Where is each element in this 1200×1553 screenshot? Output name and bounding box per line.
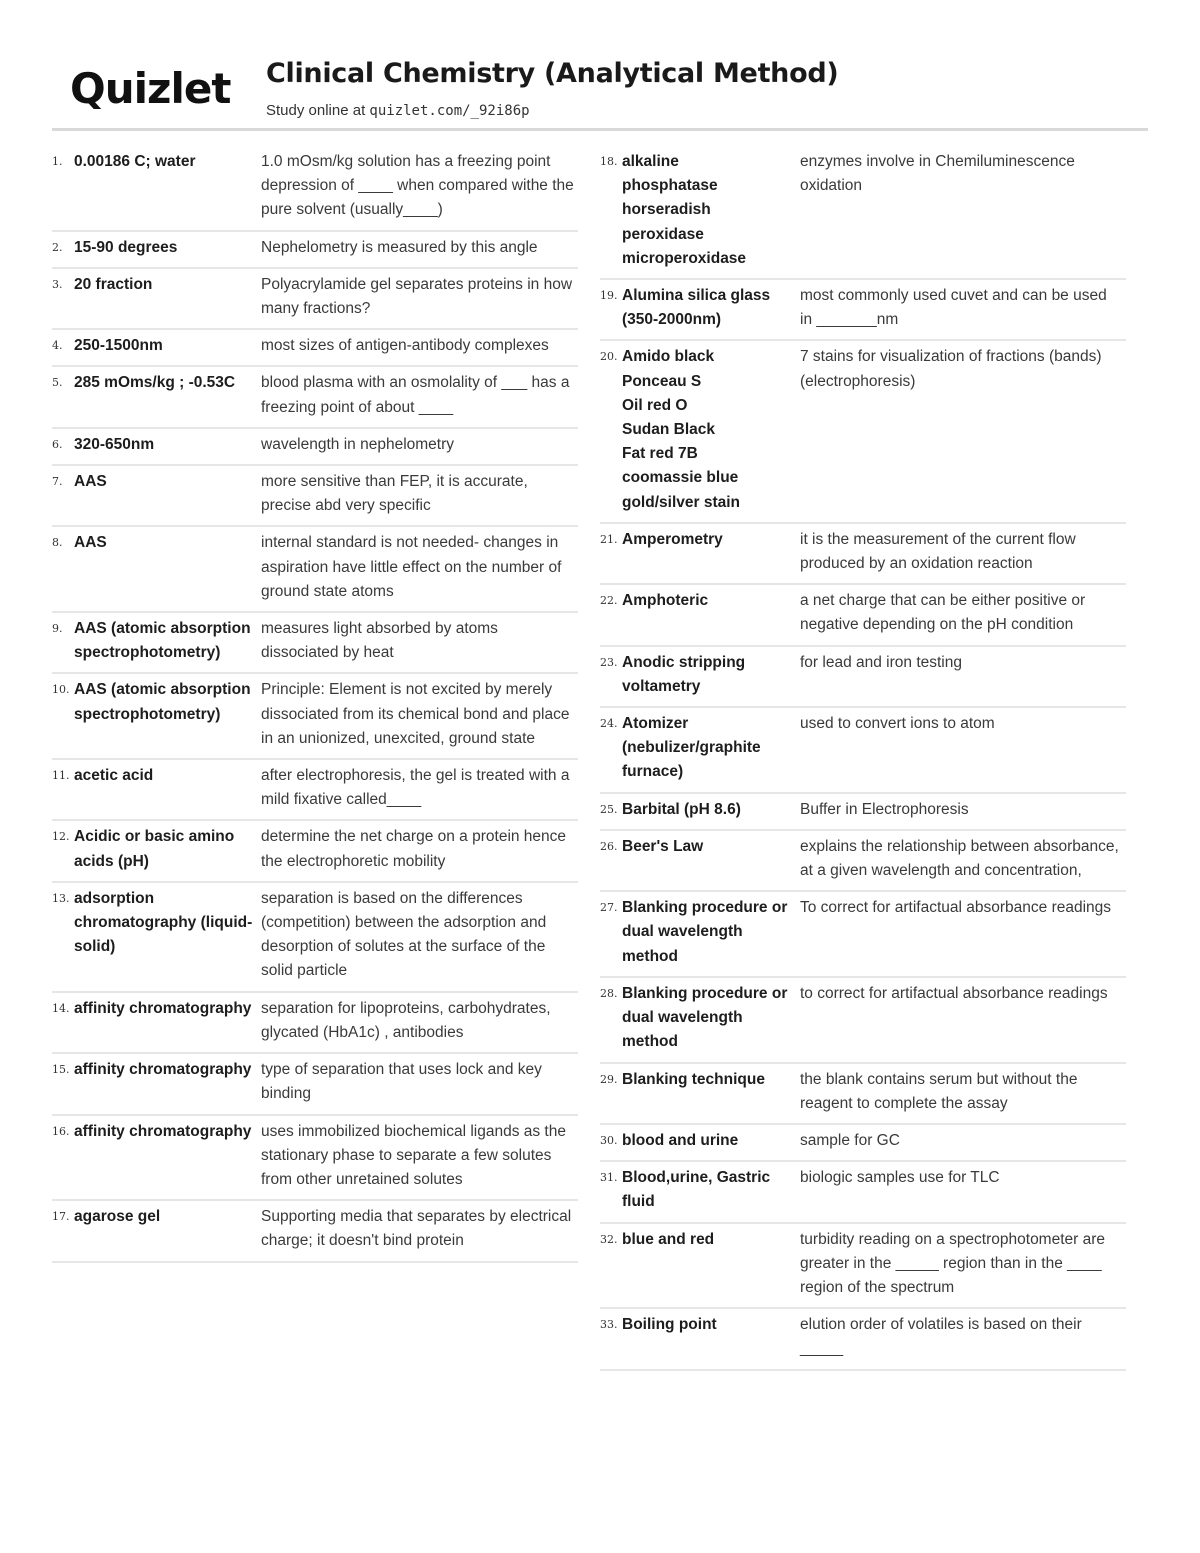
- term-row: [600, 831, 1126, 892]
- term-number: 15.: [52, 1063, 70, 1077]
- term-number: 18.: [600, 155, 618, 168]
- term-text: acetic acid: [74, 767, 154, 785]
- term-definition: internal standard is not needed- changes in aspiration have little effect on the number of ground state atoms: [261, 534, 562, 600]
- term-number: 3.: [52, 277, 63, 291]
- term-number: 33.: [600, 1318, 618, 1332]
- term-number: 21.: [600, 532, 618, 546]
- term-definition: more sensitive than FEP, it is accurate, precise abd very specific: [261, 473, 528, 515]
- term-definition: measures light absorbed by atoms dissociated by heat: [261, 620, 498, 662]
- term-text: Blood,urine, Gastric fluid: [622, 1169, 771, 1211]
- left-term-column: [52, 146, 578, 1263]
- term-definition: elution order of volatiles is based on their _____: [800, 1316, 1082, 1358]
- term-row: [600, 280, 1126, 341]
- term-text: AAS (atomic absorption spectrophotometry): [74, 620, 251, 662]
- term-row: [600, 794, 1126, 831]
- term-row: [52, 1116, 578, 1202]
- term-row: [600, 978, 1126, 1064]
- term-text: alkaline phosphatase horseradish peroxidase microperoxidase: [622, 153, 747, 267]
- term-text: Anodic stripping voltametry: [622, 653, 746, 695]
- term-row: [52, 146, 578, 232]
- term-definition: turbidity reading on a spectrophotometer are greater in the _____ region than in the ____ region of the spectrum: [800, 1230, 1106, 1296]
- term-number: 11.: [52, 769, 70, 783]
- term-row: [52, 330, 578, 367]
- term-text: Beer's Law: [622, 837, 704, 855]
- term-definition: most commonly used cuvet and can be used in _______nm: [800, 287, 1107, 329]
- term-text: Amido black Ponceau S Oil red O Sudan Black Fat red 7B coomassie blue gold/silver stain: [622, 348, 741, 511]
- term-text: agarose gel: [74, 1208, 161, 1226]
- term-row: [600, 524, 1126, 585]
- term-number: 10.: [52, 683, 70, 697]
- term-number: 5.: [52, 376, 63, 390]
- term-text: 0.00186 C; water: [74, 153, 196, 170]
- term-text: affinity chromatography: [74, 1122, 252, 1140]
- term-row: [52, 232, 578, 269]
- term-definition: 7 stains for visualization of fractions (bands) (electrophoresis): [800, 348, 1102, 390]
- study-online-line: [266, 102, 530, 119]
- term-text: affinity chromatography: [74, 1061, 252, 1079]
- term-text: Acidic or basic amino acids (pH): [74, 828, 235, 870]
- term-definition: separation is based on the differences (competition) between the adsorption and desorption of solutes at the surface of the solid particle: [261, 889, 547, 980]
- term-definition: to correct for artifactual absorbance readings: [800, 984, 1108, 1002]
- term-definition: determine the net charge on a protein hence the electrophoretic mobility: [261, 828, 567, 870]
- term-row: [52, 993, 578, 1054]
- term-number: 7.: [52, 475, 63, 489]
- right-term-column: [600, 146, 1126, 1371]
- term-text: 15-90 degrees: [74, 238, 178, 256]
- term-text: Blanking procedure or dual wavelength method: [622, 984, 788, 1051]
- term-row: [600, 1064, 1126, 1125]
- term-definition: a net charge that can be either positive or negative depending on the pH condition: [800, 592, 1086, 634]
- term-text: AAS (atomic absorption spectrophotometry): [74, 681, 251, 723]
- term-row: [600, 585, 1126, 646]
- term-definition: Polyacrylamide gel separates proteins in how many fractions?: [261, 275, 573, 318]
- term-number: 22.: [600, 594, 618, 608]
- term-row: [52, 367, 578, 428]
- term-definition: it is the measurement of the current flow produced by an oxidation reaction: [800, 530, 1076, 573]
- term-number: 19.: [600, 289, 618, 303]
- term-text: Barbital (pH 8.6): [622, 800, 741, 818]
- term-definition: uses immobilized biochemical ligands as the stationary phase to separate a few solutes from other unretained solutes: [261, 1122, 566, 1188]
- term-text: Blanking technique: [622, 1070, 765, 1088]
- term-definition: most sizes of antigen-antibody complexes: [261, 337, 549, 355]
- term-text: Blanking procedure or dual wavelength method: [622, 899, 788, 965]
- term-number: 28.: [600, 986, 618, 1000]
- term-text: blue and red: [622, 1230, 715, 1248]
- study-url-link[interactable]: quizlet.com/_92i86p: [369, 103, 530, 119]
- term-row: [600, 341, 1126, 523]
- term-text: adsorption chromatography (liquid-solid): [74, 889, 253, 956]
- term-text: AAS: [74, 473, 107, 491]
- term-definition: after electrophoresis, the gel is treated with a mild fixative called____: [261, 767, 570, 809]
- term-number: 24.: [600, 717, 618, 731]
- term-row: [600, 1162, 1126, 1223]
- term-definition: 1.0 mOsm/kg solution has a freezing point depression of ____ when compared withe the pure solvent (usually____): [261, 153, 574, 219]
- term-number: 4.: [52, 339, 63, 353]
- term-definition: sample for GC: [800, 1131, 900, 1149]
- term-row: [52, 821, 578, 882]
- term-number: 31.: [600, 1171, 618, 1185]
- term-text: Alumina silica glass (350-2000nm): [622, 287, 771, 329]
- term-number: 14.: [52, 1001, 70, 1015]
- term-definition: for lead and iron testing: [800, 653, 962, 671]
- header-divider: [52, 128, 1148, 131]
- term-number: 25.: [600, 802, 618, 816]
- term-row: [52, 1201, 578, 1262]
- term-row: [52, 466, 578, 527]
- term-number: 30.: [600, 1133, 618, 1147]
- term-text: affinity chromatography: [74, 999, 252, 1017]
- term-number: 27.: [600, 901, 618, 915]
- term-definition: the blank contains serum but without the reagent to complete the assay: [800, 1070, 1078, 1112]
- term-definition: wavelength in nephelometry: [261, 435, 455, 453]
- term-row: [52, 883, 578, 993]
- term-number: 9.: [52, 622, 63, 636]
- term-number: 29.: [600, 1072, 618, 1086]
- term-row: [600, 1125, 1126, 1162]
- term-number: 32.: [600, 1232, 618, 1246]
- term-definition: type of separation that uses lock and key binding: [261, 1061, 542, 1103]
- term-text: 320-650nm: [74, 435, 155, 453]
- term-text: 285 mOms/kg ; -0.53C: [74, 374, 236, 392]
- term-row: [52, 269, 578, 330]
- term-row: [52, 674, 578, 760]
- term-number: 26.: [600, 839, 618, 853]
- term-text: Atomizer (nebulizer/graphite furnace): [622, 715, 761, 781]
- term-row: [600, 708, 1126, 794]
- term-definition: Principle: Element is not excited by merely dissociated from its chemical bond and place in an unionized, unexcited, ground state: [261, 681, 570, 747]
- term-number: 17.: [52, 1210, 70, 1224]
- term-definition: To correct for artifactual absorbance readings: [800, 899, 1112, 917]
- term-number: 6.: [52, 437, 63, 451]
- term-row: [52, 613, 578, 674]
- term-row: [600, 647, 1126, 708]
- term-row: [52, 429, 578, 466]
- term-number: 20.: [600, 350, 618, 364]
- term-text: 250-1500nm: [74, 337, 163, 355]
- term-definition: used to convert ions to atom: [800, 715, 995, 733]
- quizlet-logo: Quizlet: [70, 64, 231, 113]
- term-number: 2.: [52, 240, 63, 254]
- term-definition: Nephelometry is measured by this angle: [261, 238, 538, 256]
- term-number: 1.: [52, 155, 63, 168]
- term-definition: explains the relationship between absorbance, at a given wavelength and concentration,: [800, 837, 1119, 880]
- term-definition: biologic samples use for TLC: [800, 1169, 1000, 1187]
- term-definition: Supporting media that separates by electrical charge; it doesn't bind protein: [261, 1208, 572, 1250]
- page-title: Clinical Chemistry (Analytical Method): [266, 58, 839, 89]
- term-text: Amphoteric: [622, 592, 709, 610]
- term-number: 23.: [600, 655, 618, 669]
- term-number: 16.: [52, 1124, 70, 1138]
- term-definition: enzymes involve in Chemiluminescence oxidation: [800, 153, 1075, 195]
- term-row: [52, 760, 578, 821]
- term-definition: separation for lipoproteins, carbohydrates, glycated (HbA1c) , antibodies: [261, 999, 551, 1041]
- term-row: [600, 1224, 1126, 1310]
- term-definition: Buffer in Electrophoresis: [800, 800, 969, 818]
- term-number: 13.: [52, 891, 70, 905]
- term-definition: blood plasma with an osmolality of ___ has a freezing point of about ____: [261, 374, 570, 416]
- term-row: [52, 1054, 578, 1115]
- subtitle-prefix: Study online at: [266, 102, 370, 119]
- term-row: [600, 1309, 1126, 1370]
- term-row: [52, 527, 578, 613]
- term-text: AAS: [74, 534, 107, 552]
- term-text: 20 fraction: [74, 275, 153, 293]
- term-text: blood and urine: [622, 1131, 739, 1149]
- term-number: 8.: [52, 536, 63, 550]
- term-text: Boiling point: [622, 1316, 717, 1334]
- page-header: [70, 58, 1150, 128]
- term-text: Amperometry: [622, 530, 723, 548]
- term-row: [600, 892, 1126, 978]
- term-row: [600, 146, 1126, 280]
- term-number: 12.: [52, 830, 70, 844]
